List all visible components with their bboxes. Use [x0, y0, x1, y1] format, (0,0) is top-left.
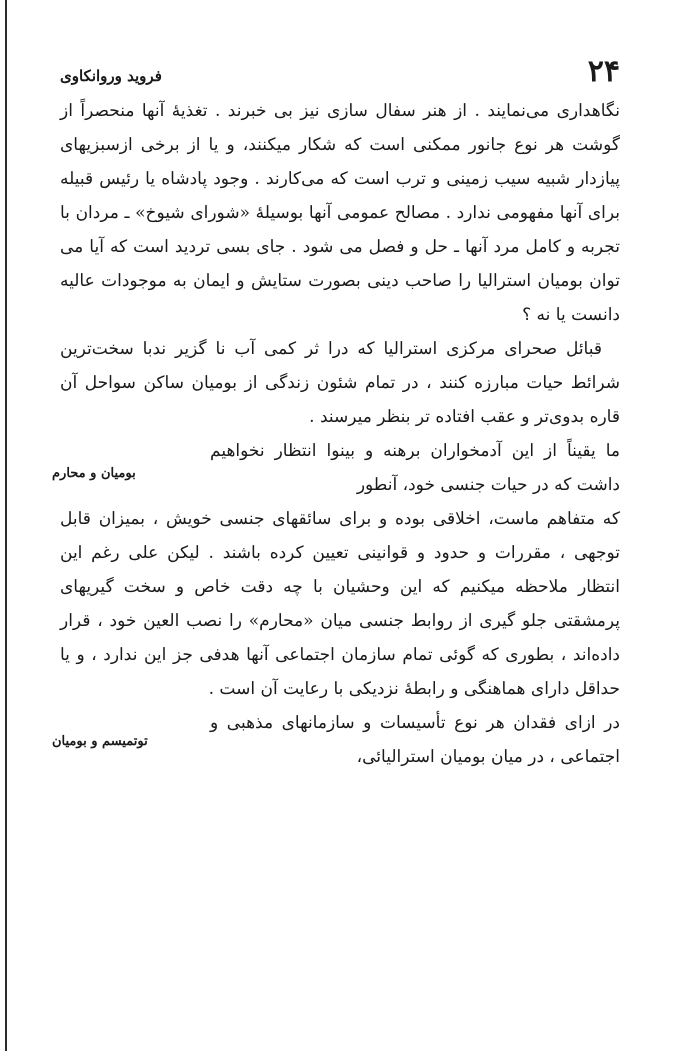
paragraph-3-wrapped: ما یقیناً از این آدمخواران برهنه و بینوا انتظار نخواهیم داشت که در حیات جنسی خود، آنطور: [210, 441, 620, 495]
paragraph-2: قبائل صحرای مرکزی استرالیا که درا ثر کمی آب نا گزیر ندبا سخت‌ترین شرائط حیات مبارزه کنند ، در تمام شئون زندگی از بومیان ساکن سواحل آن قاره بدوی‌تر و عقب افتاده تر بنظر میرسند .: [60, 339, 620, 427]
paragraph-1: نگاهداری می‌نمایند . از هنر سفال سازی نیز بی خبرند . تغذیهٔ آنها منحصراً از گوشت هر نوع جانور ممکنی است که شکار میکنند، و یا از برخی ازسبزیهای پیازدار شبیه سیب زمینی و ترب است که می‌کارند . وجود پادشاه یا رئیس قبیله برای آنها مفهومی ندارد . مصالح عمومی آنها بوسیلهٔ «شورای شیوخ» ـ مردان با تجربه و کامل مرد آنها ـ حل و فصل می شود . جای بسی تردید است که آیا می توان بومیان استرالیا را صاحب دینی بصورت ستایش و ایمان به موجودات عالیه دانست یا نه ؟: [60, 101, 620, 325]
body-text: [52, 94, 620, 774]
section-natives-incest: [52, 434, 620, 502]
paragraph-3-rest: که متفاهم ماست، اخلاقی بوده و برای سائقهای جنسی خویش ، بمیزان قابل توجهی ، مقررات و حدود و قوانینی تعیین کرده باشند . لیکن علی رغم این انتظار ملاحظه میکنیم که این وحشیان با چه دقت خاص و سخت گیریهای پرمشقتی جلو گیری از روابط جنسی میان «محارم» را نصب العین خود ، قرار داده‌اند ، بطوری که گوئی تمام سازمان اجتماعی آنها هدفی جز این ندارد ، و یا حداقل دارای هماهنگی و رابطهٔ نزدیکی با رعایت آن است .: [60, 509, 620, 699]
section-totemism-natives: [52, 706, 620, 774]
page-edge-rule: [5, 0, 7, 1051]
paragraph-4-wrapped: در ازای فقدان هر نوع تأسیسات و سازمانهای مذهبی و اجتماعی ، در میان بومیان استرالیائی،: [210, 713, 620, 767]
side-heading-totemism-natives: توتمیسم و بومیان: [52, 734, 148, 749]
side-heading-natives-incest: بومیان و محارم: [52, 466, 136, 481]
page-number: ۲۴: [587, 54, 620, 89]
running-head: فروید وروانکاوی: [60, 67, 162, 85]
page-header: [60, 54, 620, 96]
book-page: [52, 54, 620, 1000]
